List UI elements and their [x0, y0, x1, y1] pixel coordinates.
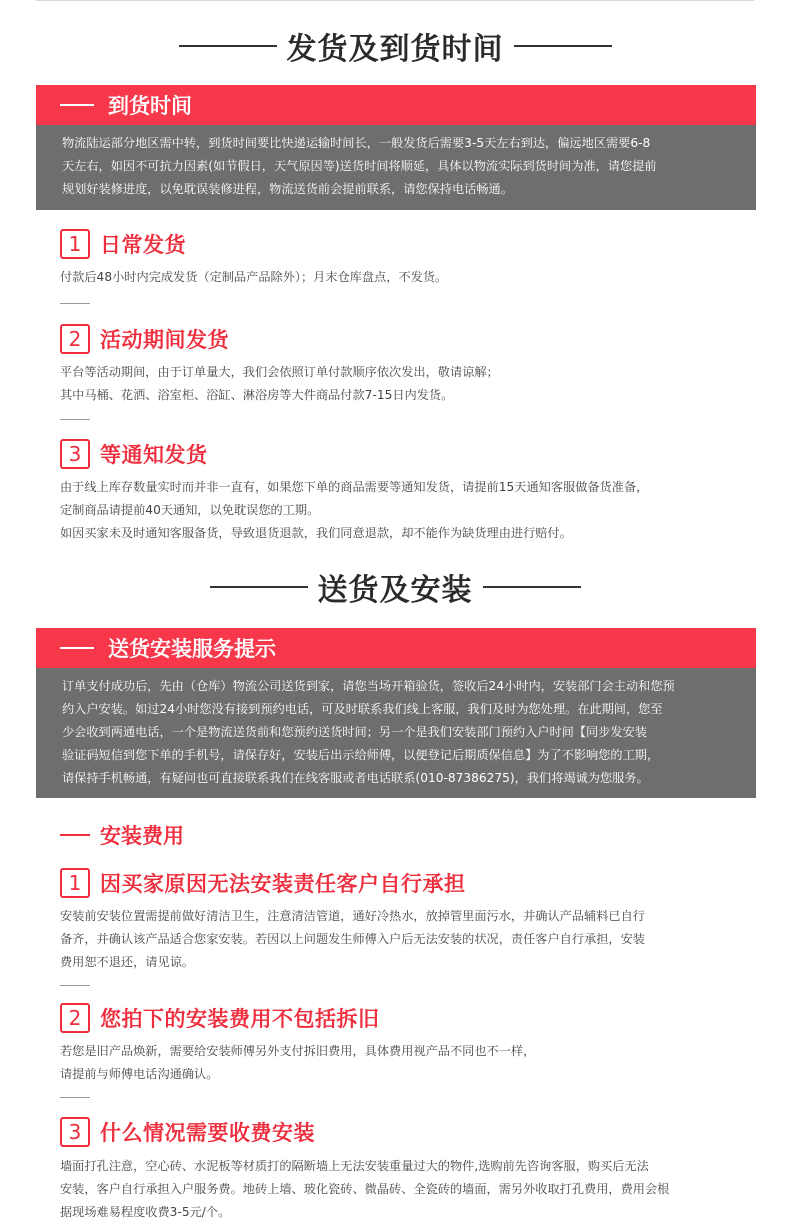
- item-title: 什么情况需要收费安装: [100, 1121, 315, 1145]
- item-separator: [60, 303, 90, 304]
- bar-dash: [60, 104, 94, 106]
- item-separator: [60, 1097, 90, 1098]
- body-line: 若您是旧产品焕新，需要给安装师傅另外支付拆旧费用，具体费用视产品不同也不一样，: [60, 1044, 536, 1058]
- item-body: [60, 476, 740, 545]
- body-line: 请提前与师傅电话沟通确认。: [60, 1067, 219, 1081]
- item-body: [60, 1155, 740, 1224]
- arrival-time-bar: [36, 85, 756, 125]
- body-line: 平台等活动期间，由于订单量大，我们会依照订单付款顺序依次发出，敬请谅解；: [60, 365, 499, 379]
- item-body: [60, 361, 740, 407]
- notice-line: 少会收到两通电话，一个是物流送货前和您预约送货时间；另一个是我们安装部门预约入户时间【同步发安装: [62, 725, 647, 739]
- bar-label: 送货安装服务提示: [108, 637, 276, 661]
- item-notify-shipping: [60, 439, 208, 469]
- section-title-text: 发货及到货时间: [286, 32, 504, 67]
- item-body: [60, 1040, 740, 1086]
- body-line: 如因买家未及时通知客服备货，导致退货退款，我们同意退款，却不能作为缺货理由进行赔付。: [60, 526, 572, 540]
- item-body: [60, 266, 740, 289]
- body-line: 据现场难易程度收费3-5元/个。: [60, 1205, 231, 1219]
- heading-dash: [60, 834, 90, 836]
- bar-dash: [60, 647, 94, 649]
- notice-line: 物流陆运部分地区需中转，到货时间要比快递运输时间长，一般发货后需要3-5天左右到达，偏远地区需要6-8: [62, 136, 651, 150]
- body-line: 备齐，并确认该产品适合您家安装。若因以上问题发生师傅入户后无法安装的状况，责任客户自行承担，安装: [60, 932, 645, 946]
- body-line: 其中马桶、花洒、浴室柜、浴缸、淋浴房等大件商品付款7-15日内发货。: [60, 388, 454, 402]
- number-badge: 3: [60, 439, 90, 469]
- number-badge: 2: [60, 324, 90, 354]
- title-line-right: [483, 586, 581, 588]
- item-title: 等通知发货: [100, 443, 208, 467]
- item-title: 日常发货: [100, 233, 186, 257]
- fee-item-customer-responsibility: [60, 868, 466, 898]
- notice-line: 订单支付成功后，先由（仓库）物流公司送货到家，请您当场开箱验货，签收后24小时内，安装部门会主动和您预: [62, 679, 675, 693]
- body-line: 安装，客户自行承担入户服务费。地砖上墙、玻化瓷砖、微晶砖、全瓷砖的墙面，需另外收取打孔费用，费用会根: [60, 1182, 670, 1196]
- item-body: [60, 905, 740, 974]
- number-badge: 2: [60, 1003, 90, 1033]
- body-line: 费用恕不退还，请见谅。: [60, 955, 195, 969]
- delivery-notice-box: [36, 668, 756, 798]
- title-line-left: [210, 586, 308, 588]
- notice-line: 规划好装修进度，以免耽误装修进程，物流送货前会提前联系，请您保持电话畅通。: [62, 182, 513, 196]
- section-title-text: 送货及安装: [317, 573, 473, 608]
- notice-line: 约入户安装。如过24小时您没有接到预约电话，可及时联系我们线上客服，我们及时为您处理。在此期间，您至: [62, 702, 663, 716]
- fee-item-paid-install: [60, 1117, 315, 1147]
- number-badge: 3: [60, 1117, 90, 1147]
- item-title: 因买家原因无法安装责任客户自行承担: [100, 872, 466, 896]
- notice-line: 验证码短信到您下单的手机号，请保存好，安装后出示给师傅，以便登记后期质保信息】为了不影响您的工期，: [62, 748, 660, 762]
- title-line-left: [179, 45, 277, 47]
- notice-line: 天左右，如因不可抗力因素(如节假日，天气原因等)送货时间将顺延，具体以物流实际到货时间为准，请您提前: [62, 159, 657, 173]
- section-title-shipping: [0, 24, 790, 68]
- item-title: 活动期间发货: [100, 328, 229, 352]
- heading-label: 安装费用: [100, 824, 184, 848]
- body-line: 定制商品请提前40天通知，以免耽误您的工期。: [60, 503, 320, 517]
- fee-item-no-removal: [60, 1003, 380, 1033]
- title-line-right: [514, 45, 612, 47]
- arrival-notice-box: [36, 125, 756, 210]
- bar-label: 到货时间: [108, 94, 192, 118]
- body-line: 墙面打孔注意，空心砖、水泥板等材质打的隔断墙上无法安装重量过大的物件,选购前先咨询客服，购买后无法: [60, 1159, 649, 1173]
- body-line: 由于线上库存数量实时而并非一直有，如果您下单的商品需要等通知发货，请提前15天通知客服做备货准备，: [60, 480, 649, 494]
- install-fee-heading: [60, 820, 184, 850]
- notice-line: 请保持手机畅通，有疑问也可直接联系我们在线客服或者电话联系(010-87386275)，我们将竭诚为您服务。: [62, 771, 649, 785]
- item-separator: [60, 419, 90, 420]
- item-event-shipping: [60, 324, 229, 354]
- item-daily-shipping: [60, 229, 186, 259]
- top-divider: [36, 0, 754, 1]
- number-badge: 1: [60, 229, 90, 259]
- item-separator: [60, 985, 90, 986]
- body-line: 安装前安装位置需提前做好清洁卫生，注意清洁管道，通好冷热水，放掉管里面污水，并确认产品辅料已自行: [60, 909, 645, 923]
- number-badge: 1: [60, 868, 90, 898]
- delivery-install-bar: [36, 628, 756, 668]
- body-line: 付款后48小时内完成发货（定制品产品除外）；月末仓库盘点，不发货。: [60, 270, 448, 284]
- item-title: 您拍下的安装费用不包括拆旧: [100, 1007, 380, 1031]
- section-title-delivery: [0, 565, 790, 609]
